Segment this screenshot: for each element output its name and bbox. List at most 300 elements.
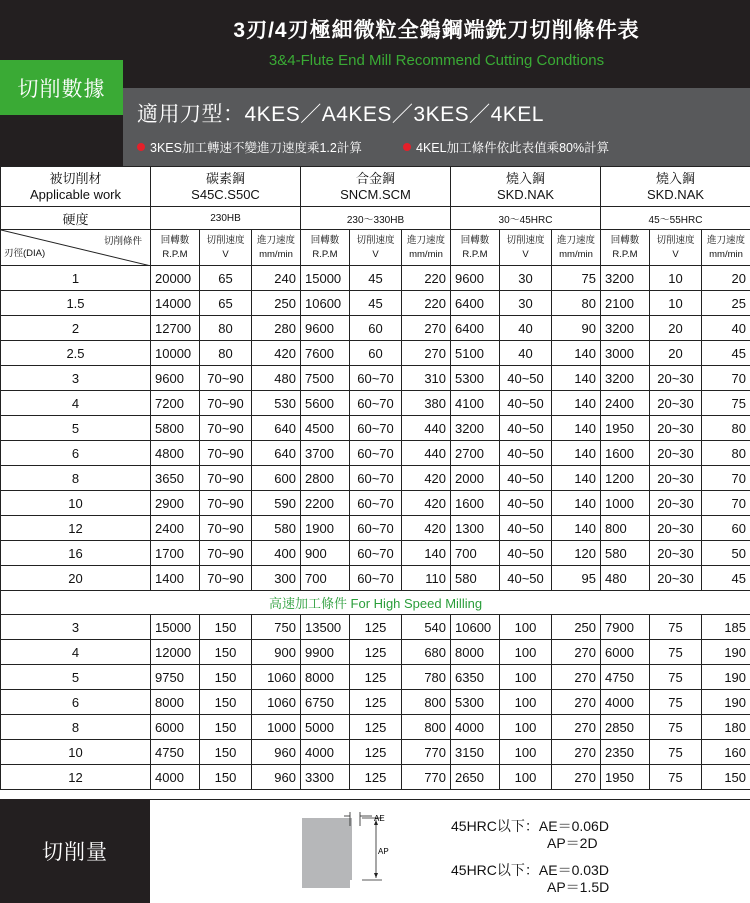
value-cell: 20~30 — [650, 491, 702, 516]
value-cell: 180 — [702, 715, 750, 740]
value-cell: 13500 — [301, 615, 350, 640]
diameter-cell: 4 — [1, 391, 151, 416]
value-cell: 600 — [252, 466, 301, 491]
sub-header-cell — [200, 230, 252, 266]
value-cell: 640 — [252, 441, 301, 466]
diag-bottom-label: 刃徑(DIA) — [4, 248, 46, 259]
table-row — [1, 715, 750, 740]
sub-header-top: 進刀速度 — [557, 234, 596, 246]
value-cell: 75 — [552, 266, 601, 291]
table-row — [1, 266, 750, 291]
value-cell: 60~70 — [350, 441, 402, 466]
table-row — [1, 441, 750, 466]
value-cell: 580 — [252, 516, 301, 541]
value-cell: 240 — [252, 266, 301, 291]
table-row — [1, 516, 750, 541]
value-cell: 2650 — [451, 765, 500, 790]
diameter-cell: 3 — [1, 366, 151, 391]
cutting-conditions-table — [0, 166, 750, 790]
value-cell: 590 — [252, 491, 301, 516]
value-cell: 250 — [252, 291, 301, 316]
value-cell: 6400 — [451, 291, 500, 316]
value-cell: 420 — [402, 466, 451, 491]
value-cell: 800 — [402, 690, 451, 715]
value-cell: 60 — [350, 341, 402, 366]
value-cell: 270 — [552, 665, 601, 690]
value-cell: 2800 — [301, 466, 350, 491]
diameter-cell: 20 — [1, 566, 151, 591]
sub-header-bottom: R.P.M — [612, 248, 638, 260]
value-cell: 150 — [702, 765, 750, 790]
value-cell: 20~30 — [650, 541, 702, 566]
value-cell: 45 — [702, 341, 750, 366]
value-cell: 40~50 — [500, 466, 552, 491]
value-cell: 480 — [252, 366, 301, 391]
value-cell: 45 — [350, 266, 402, 291]
work-label-cell — [1, 167, 151, 207]
table-row — [1, 541, 750, 566]
material-name: 燒入鋼 — [656, 170, 696, 186]
value-cell: 1000 — [601, 491, 650, 516]
sub-header-bottom: mm/min — [259, 248, 293, 260]
value-cell: 150 — [200, 690, 252, 715]
value-cell: 680 — [402, 640, 451, 665]
value-cell: 45 — [702, 566, 750, 591]
value-cell: 2400 — [601, 391, 650, 416]
value-cell: 1700 — [151, 541, 200, 566]
table-row — [1, 566, 750, 591]
bullet-dot-icon — [403, 143, 411, 151]
cut-slot — [352, 818, 360, 880]
value-cell: 75 — [650, 640, 702, 665]
value-cell: 40~50 — [500, 491, 552, 516]
material-header — [601, 167, 750, 207]
value-cell: 280 — [252, 316, 301, 341]
value-cell: 65 — [200, 291, 252, 316]
value-cell: 70~90 — [200, 491, 252, 516]
value-cell: 150 — [200, 740, 252, 765]
value-cell: 1950 — [601, 416, 650, 441]
value-cell: 310 — [402, 366, 451, 391]
value-cell: 2000 — [451, 466, 500, 491]
value-cell: 140 — [552, 391, 601, 416]
value-cell: 140 — [552, 341, 601, 366]
value-cell: 4000 — [301, 740, 350, 765]
material-name: 碳素鋼 — [205, 170, 245, 186]
table-row — [1, 466, 750, 491]
value-cell: 2700 — [451, 441, 500, 466]
sub-header-bottom: mm/min — [709, 248, 743, 260]
value-cell: 4000 — [601, 690, 650, 715]
value-cell: 125 — [350, 665, 402, 690]
value-cell: 3200 — [601, 366, 650, 391]
value-cell: 5300 — [451, 366, 500, 391]
value-cell: 3300 — [301, 765, 350, 790]
value-cell: 770 — [402, 740, 451, 765]
value-cell: 100 — [500, 615, 552, 640]
value-cell: 540 — [402, 615, 451, 640]
value-cell: 20~30 — [650, 516, 702, 541]
value-cell: 20 — [650, 316, 702, 341]
sub-header-top: 切削速度 — [206, 234, 245, 246]
value-cell: 15000 — [301, 266, 350, 291]
table-row — [1, 690, 750, 715]
value-cell: 1400 — [151, 566, 200, 591]
value-cell: 75 — [650, 690, 702, 715]
value-cell: 1300 — [451, 516, 500, 541]
value-cell: 80 — [200, 341, 252, 366]
sub-header-top: 回轉數 — [310, 234, 340, 246]
sub-header-top: 進刀速度 — [256, 234, 295, 246]
value-cell: 9750 — [151, 665, 200, 690]
value-cell: 6000 — [601, 640, 650, 665]
value-cell: 780 — [402, 665, 451, 690]
value-cell: 960 — [252, 740, 301, 765]
value-cell: 480 — [601, 566, 650, 591]
value-cell: 6000 — [151, 715, 200, 740]
value-cell: 420 — [402, 516, 451, 541]
value-cell: 420 — [252, 341, 301, 366]
value-cell: 20~30 — [650, 391, 702, 416]
value-cell: 9600 — [301, 316, 350, 341]
note-text: 4KEL加工條件依此表值乘80%計算 — [416, 141, 610, 155]
value-cell: 60~70 — [350, 516, 402, 541]
value-cell: 4800 — [151, 441, 200, 466]
diameter-cell: 4 — [1, 640, 151, 665]
value-cell: 10600 — [451, 615, 500, 640]
value-cell: 800 — [601, 516, 650, 541]
footer-panel — [150, 799, 750, 903]
value-cell: 40~50 — [500, 541, 552, 566]
value-cell: 125 — [350, 640, 402, 665]
value-cell: 70~90 — [200, 566, 252, 591]
value-cell: 50 — [702, 541, 750, 566]
value-cell: 40 — [702, 316, 750, 341]
table-row — [1, 341, 750, 366]
high-speed-label: 高速加工條件 For High Speed Milling — [1, 591, 750, 615]
value-cell: 4000 — [451, 715, 500, 740]
value-cell: 40~50 — [500, 416, 552, 441]
value-cell: 440 — [402, 416, 451, 441]
value-cell: 125 — [350, 740, 402, 765]
sub-header-cell — [451, 230, 500, 266]
diameter-cell: 1.5 — [1, 291, 151, 316]
value-cell: 380 — [402, 391, 451, 416]
value-cell: 75 — [650, 715, 702, 740]
value-cell: 125 — [350, 615, 402, 640]
material-header-row — [1, 167, 750, 207]
value-cell: 2900 — [151, 491, 200, 516]
value-cell: 150 — [200, 715, 252, 740]
value-cell: 4000 — [151, 765, 200, 790]
value-cell: 270 — [402, 341, 451, 366]
sub-header-cell — [702, 230, 750, 266]
value-cell: 300 — [252, 566, 301, 591]
value-cell: 2100 — [601, 291, 650, 316]
diameter-cell: 6 — [1, 690, 151, 715]
table-row — [1, 291, 750, 316]
value-cell: 220 — [402, 291, 451, 316]
cond1-line1: 45HRC以下：AE＝0.06D — [451, 818, 609, 834]
value-cell: 400 — [252, 541, 301, 566]
value-cell: 40~50 — [500, 566, 552, 591]
material-header — [151, 167, 301, 207]
value-cell: 10 — [650, 291, 702, 316]
value-cell: 12700 — [151, 316, 200, 341]
cut-depth-diagram — [300, 812, 390, 892]
value-cell: 4100 — [451, 391, 500, 416]
value-cell: 70 — [702, 466, 750, 491]
value-cell: 580 — [451, 566, 500, 591]
sub-header-cell — [500, 230, 552, 266]
sub-header-top: 進刀速度 — [707, 234, 746, 246]
value-cell: 770 — [402, 765, 451, 790]
value-cell: 150 — [200, 640, 252, 665]
material-code: SNCM.SCM — [340, 186, 411, 202]
value-cell: 1060 — [252, 665, 301, 690]
diameter-cell: 2 — [1, 316, 151, 341]
value-cell: 100 — [500, 765, 552, 790]
value-cell: 75 — [650, 615, 702, 640]
sub-header-bottom: V — [222, 248, 229, 260]
value-cell: 530 — [252, 391, 301, 416]
value-cell: 30 — [500, 266, 552, 291]
value-cell: 60~70 — [350, 566, 402, 591]
work-label: 被切削材 — [49, 170, 102, 186]
high-speed-separator-row — [1, 591, 750, 615]
value-cell: 700 — [451, 541, 500, 566]
diameter-cell: 8 — [1, 715, 151, 740]
diameter-cell: 1 — [1, 266, 151, 291]
material-name: 燒入鋼 — [506, 170, 546, 186]
value-cell: 70 — [702, 366, 750, 391]
footer-label: 切削量 — [0, 799, 150, 903]
diameter-cell: 12 — [1, 765, 151, 790]
table-row — [1, 665, 750, 690]
value-cell: 190 — [702, 690, 750, 715]
value-cell: 100 — [500, 640, 552, 665]
value-cell: 8000 — [451, 640, 500, 665]
value-cell: 60~70 — [350, 491, 402, 516]
hardness-row — [1, 207, 750, 230]
work-label-en: Applicable work — [29, 186, 122, 202]
value-cell: 40~50 — [500, 516, 552, 541]
value-cell: 7500 — [301, 366, 350, 391]
page-title: 3刃/4刃極細微粒全鎢鋼端銑刀切削條件表 — [233, 19, 640, 42]
material-header — [451, 167, 601, 207]
table-row — [1, 366, 750, 391]
value-cell: 75 — [702, 391, 750, 416]
table-row — [1, 316, 750, 341]
value-cell: 1000 — [252, 715, 301, 740]
value-cell: 45 — [350, 291, 402, 316]
value-cell: 70~90 — [200, 416, 252, 441]
workpiece-shape — [302, 818, 350, 888]
value-cell: 40~50 — [500, 441, 552, 466]
value-cell: 8000 — [301, 665, 350, 690]
diameter-cell: 3 — [1, 615, 151, 640]
value-cell: 90 — [552, 316, 601, 341]
value-cell: 700 — [301, 566, 350, 591]
table-row — [1, 765, 750, 790]
value-cell: 25 — [702, 291, 750, 316]
diagram-ae-label: AE — [374, 814, 385, 823]
value-cell: 190 — [702, 665, 750, 690]
value-cell: 100 — [500, 715, 552, 740]
sub-header-top: 切削速度 — [356, 234, 395, 246]
value-cell: 4750 — [601, 665, 650, 690]
diameter-cell: 8 — [1, 466, 151, 491]
sub-header-cell — [301, 230, 350, 266]
value-cell: 150 — [200, 665, 252, 690]
value-cell: 20 — [702, 266, 750, 291]
value-cell: 1060 — [252, 690, 301, 715]
value-cell: 60~70 — [350, 466, 402, 491]
value-cell: 190 — [702, 640, 750, 665]
value-cell: 80 — [702, 441, 750, 466]
value-cell: 40 — [500, 316, 552, 341]
value-cell: 8000 — [151, 690, 200, 715]
value-cell: 60 — [702, 516, 750, 541]
sub-header-bottom: R.P.M — [312, 248, 338, 260]
value-cell: 15000 — [151, 615, 200, 640]
value-cell: 95 — [552, 566, 601, 591]
value-cell: 900 — [252, 640, 301, 665]
sub-header-top: 回轉數 — [160, 234, 190, 246]
value-cell: 900 — [301, 541, 350, 566]
value-cell: 100 — [500, 740, 552, 765]
value-cell: 3700 — [301, 441, 350, 466]
value-cell: 800 — [402, 715, 451, 740]
sub-header-cell — [650, 230, 702, 266]
value-cell: 75 — [650, 665, 702, 690]
value-cell: 9900 — [301, 640, 350, 665]
value-cell: 12000 — [151, 640, 200, 665]
note-text: 3KES加工轉速不變進刀速度乘1.2計算 — [150, 141, 362, 155]
sub-header-bottom: V — [672, 248, 679, 260]
section-label: 切削數據 — [0, 60, 123, 115]
value-cell: 100 — [500, 665, 552, 690]
value-cell: 9600 — [151, 366, 200, 391]
value-cell: 1200 — [601, 466, 650, 491]
value-cell: 3200 — [601, 316, 650, 341]
diameter-cell: 5 — [1, 416, 151, 441]
value-cell: 2850 — [601, 715, 650, 740]
table-row — [1, 391, 750, 416]
value-cell: 125 — [350, 690, 402, 715]
value-cell: 110 — [402, 566, 451, 591]
value-cell: 2200 — [301, 491, 350, 516]
value-cell: 80 — [702, 416, 750, 441]
material-code: SKD.NAK — [646, 186, 705, 202]
hardness-value: 230HB — [151, 207, 301, 230]
value-cell: 40 — [500, 341, 552, 366]
sub-header-bottom: R.P.M — [162, 248, 188, 260]
table-row — [1, 615, 750, 640]
tool-type: 適用刀型：4KES／A4KES／3KES／4KEL — [137, 103, 544, 126]
value-cell: 65 — [200, 266, 252, 291]
diameter-cell: 10 — [1, 491, 151, 516]
value-cell: 75 — [650, 765, 702, 790]
value-cell: 1600 — [601, 441, 650, 466]
value-cell: 70~90 — [200, 391, 252, 416]
value-cell: 3000 — [601, 341, 650, 366]
value-cell: 220 — [402, 266, 451, 291]
value-cell: 3200 — [451, 416, 500, 441]
sub-header-cell — [601, 230, 650, 266]
value-cell: 6750 — [301, 690, 350, 715]
value-cell: 150 — [200, 765, 252, 790]
sub-header-top: 切削速度 — [656, 234, 695, 246]
table-row — [1, 491, 750, 516]
sub-header-top: 切削速度 — [506, 234, 545, 246]
value-cell: 125 — [350, 715, 402, 740]
note-1 — [137, 138, 362, 156]
value-cell: 125 — [350, 765, 402, 790]
value-cell: 70~90 — [200, 366, 252, 391]
value-cell: 20~30 — [650, 566, 702, 591]
value-cell: 80 — [552, 291, 601, 316]
table-row — [1, 640, 750, 665]
value-cell: 750 — [252, 615, 301, 640]
diagonal-header-cell — [1, 230, 151, 266]
sub-header-bottom: mm/min — [559, 248, 593, 260]
value-cell: 75 — [650, 740, 702, 765]
value-cell: 140 — [402, 541, 451, 566]
diameter-cell: 12 — [1, 516, 151, 541]
page-subtitle: 3&4-Flute End Mill Recommend Cutting Condtions — [268, 52, 605, 69]
sub-header-bottom: R.P.M — [462, 248, 488, 260]
value-cell: 10600 — [301, 291, 350, 316]
value-cell: 20~30 — [650, 441, 702, 466]
value-cell: 60~70 — [350, 391, 402, 416]
value-cell: 60~70 — [350, 366, 402, 391]
value-cell: 1950 — [601, 765, 650, 790]
value-cell: 14000 — [151, 291, 200, 316]
value-cell: 70~90 — [200, 516, 252, 541]
sub-header-bottom: mm/min — [409, 248, 443, 260]
value-cell: 20 — [650, 341, 702, 366]
value-cell: 20~30 — [650, 466, 702, 491]
value-cell: 580 — [601, 541, 650, 566]
table-row — [1, 740, 750, 765]
value-cell: 2400 — [151, 516, 200, 541]
value-cell: 7200 — [151, 391, 200, 416]
value-cell: 30 — [500, 291, 552, 316]
material-code: SKD.NAK — [496, 186, 555, 202]
sub-header-cell — [402, 230, 451, 266]
value-cell: 70~90 — [200, 441, 252, 466]
sub-header-cell — [252, 230, 301, 266]
value-cell: 960 — [252, 765, 301, 790]
value-cell: 10000 — [151, 341, 200, 366]
value-cell: 185 — [702, 615, 750, 640]
value-cell: 20~30 — [650, 366, 702, 391]
diameter-cell: 10 — [1, 740, 151, 765]
diagram-ap-label: AP — [378, 847, 389, 856]
sub-header-bottom: V — [372, 248, 379, 260]
value-cell: 9600 — [451, 266, 500, 291]
value-cell: 270 — [552, 690, 601, 715]
value-cell: 100 — [500, 690, 552, 715]
sub-header-top: 進刀速度 — [407, 234, 446, 246]
value-cell: 70~90 — [200, 466, 252, 491]
diameter-cell: 5 — [1, 665, 151, 690]
value-cell: 5100 — [451, 341, 500, 366]
value-cell: 4750 — [151, 740, 200, 765]
table-row — [1, 416, 750, 441]
value-cell: 70~90 — [200, 541, 252, 566]
